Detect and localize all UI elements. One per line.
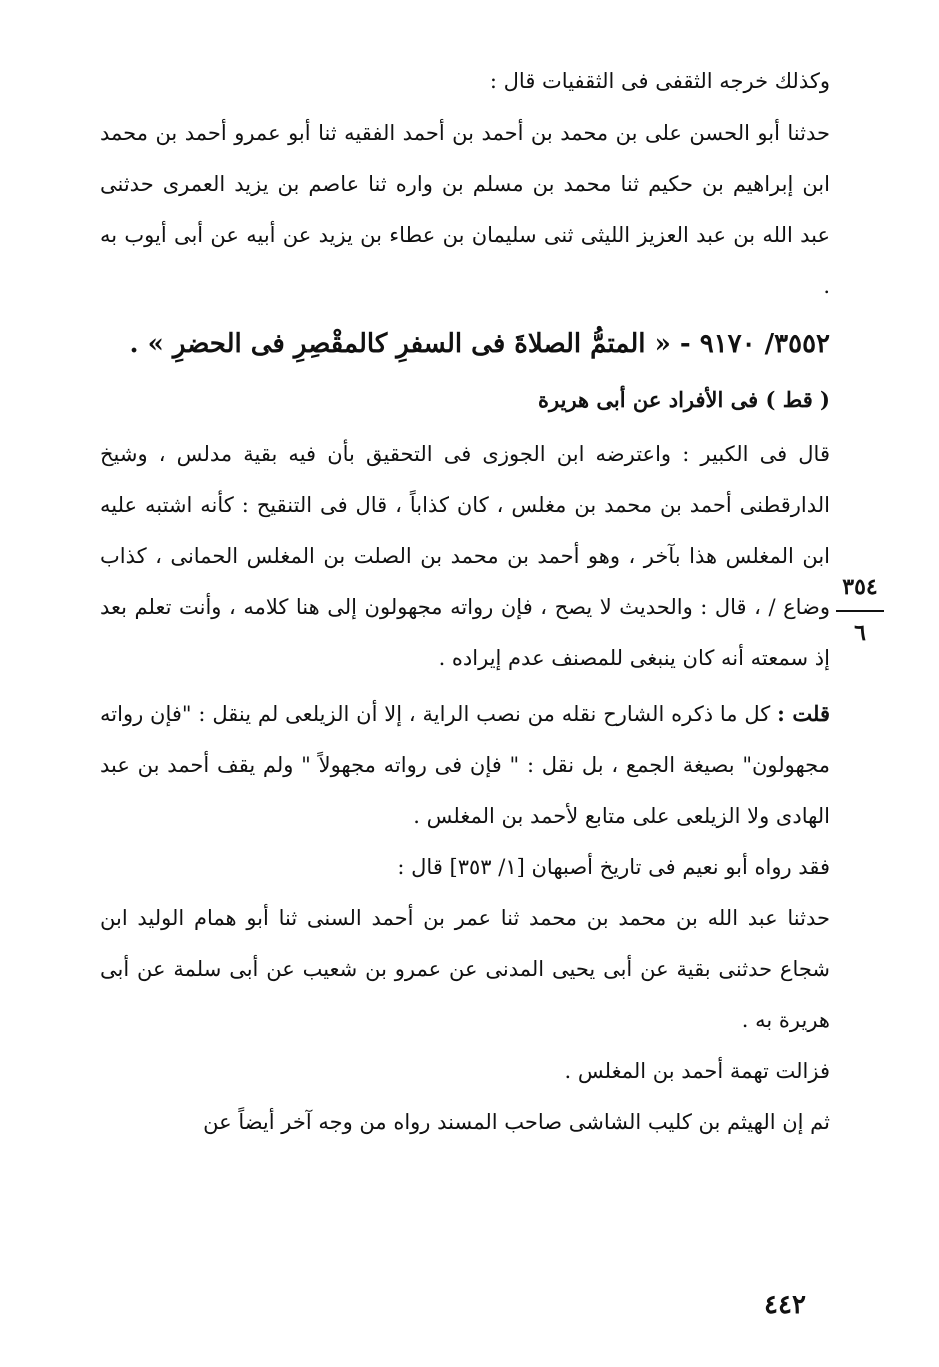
isnad-paragraph-1: حدثنا أبو الحسن على بن محمد بن أحمد بن أحمد الفقيه ثنا أبو عمرو أحمد بن محمد ابن إبراهيم بن حكيم ثنا محمد بن مسلم بن واره ثنا عاصم بن يزيد العمرى حدثنى عبد الله بن عبد العزيز الليثى ثنى سليمان بن عطاء بن يزيد عن أبيه عن أبى أيوب به .	[100, 121, 830, 298]
isnad-paragraph-2: حدثنا عبد الله بن محمد بن محمد ثنا عمر بن أحمد السنى ثنا أبو همام الوليد ابن شجاع حدثنى بقية عن أبى يحيى المدنى عن عمرو بن شعيب عن أبى سلمة عن أبى هريرة به .	[100, 906, 830, 1032]
conclusion-line: فزالت تهمة أحمد بن المغلس .	[564, 1059, 830, 1083]
source-line: ( قط ) فى الأفراد عن أبى هريرة	[538, 387, 830, 412]
hadith-text: « المتمُّ الصلاةَ فى السفرِ كالمقْصِرِ فى الحضرِ » .	[129, 329, 671, 359]
margin-reference-rule	[836, 610, 884, 612]
final-line: ثم إن الهيثم بن كليب الشاشى صاحب المسند رواه من وجه آخر أيضاً عن	[203, 1110, 830, 1134]
abu-nuaim-line: فقد رواه أبو نعيم فى تاريخ أصبهان [١/ ٣٥٣] قال :	[397, 855, 830, 879]
qultu-label: قلت :	[777, 701, 830, 726]
hadith-entry	[100, 314, 830, 374]
hadith-number: ٣٥٥٢/ ٩١٧٠ -	[679, 329, 830, 359]
margin-reference	[836, 572, 884, 648]
qultu-paragraph	[100, 688, 830, 842]
margin-reference-bottom: ٦	[854, 620, 866, 646]
qultu-text: كل ما ذكره الشارح نقله من نصب الراية ، إلا أن الزيلعى لم ينقل : "فإن رواته مجهولون" بصيغة الجمع ، بل نقل : " فإن فى رواته مجهولاً " ولم يقف أحمد بن عبد الهادى ولا الزيلعى على متابع لأحمد بن المغلس .	[100, 702, 830, 828]
page-body	[100, 60, 830, 1148]
margin-reference-top: ٣٥٤	[842, 574, 878, 600]
intro-line: وكذلك خرجه الثقفى فى الثقفيات قال :	[489, 69, 830, 93]
page-number: ٤٤٢	[764, 1290, 806, 1320]
commentary-paragraph: قال فى الكبير : واعترضه ابن الجوزى فى التحقيق بأن فيه بقية مدلس ، وشيخ الدارقطنى أحمد بن محمد بن مغلس ، كان كذاباً ، قال فى التنقيح : كأنه اشتبه عليه ابن المغلس هذا بآخر ، وهو أحمد بن محمد بن الصلت بن المغلس الحمانى ، كذاب وضاع / ، قال : والحديث لا يصح ، فإن رواته مجهولون إلى هنا كلامه ، وأنت تعلم بعد إذ سمعته أنه كان ينبغى للمصنف عدم إيراده .	[100, 442, 830, 670]
